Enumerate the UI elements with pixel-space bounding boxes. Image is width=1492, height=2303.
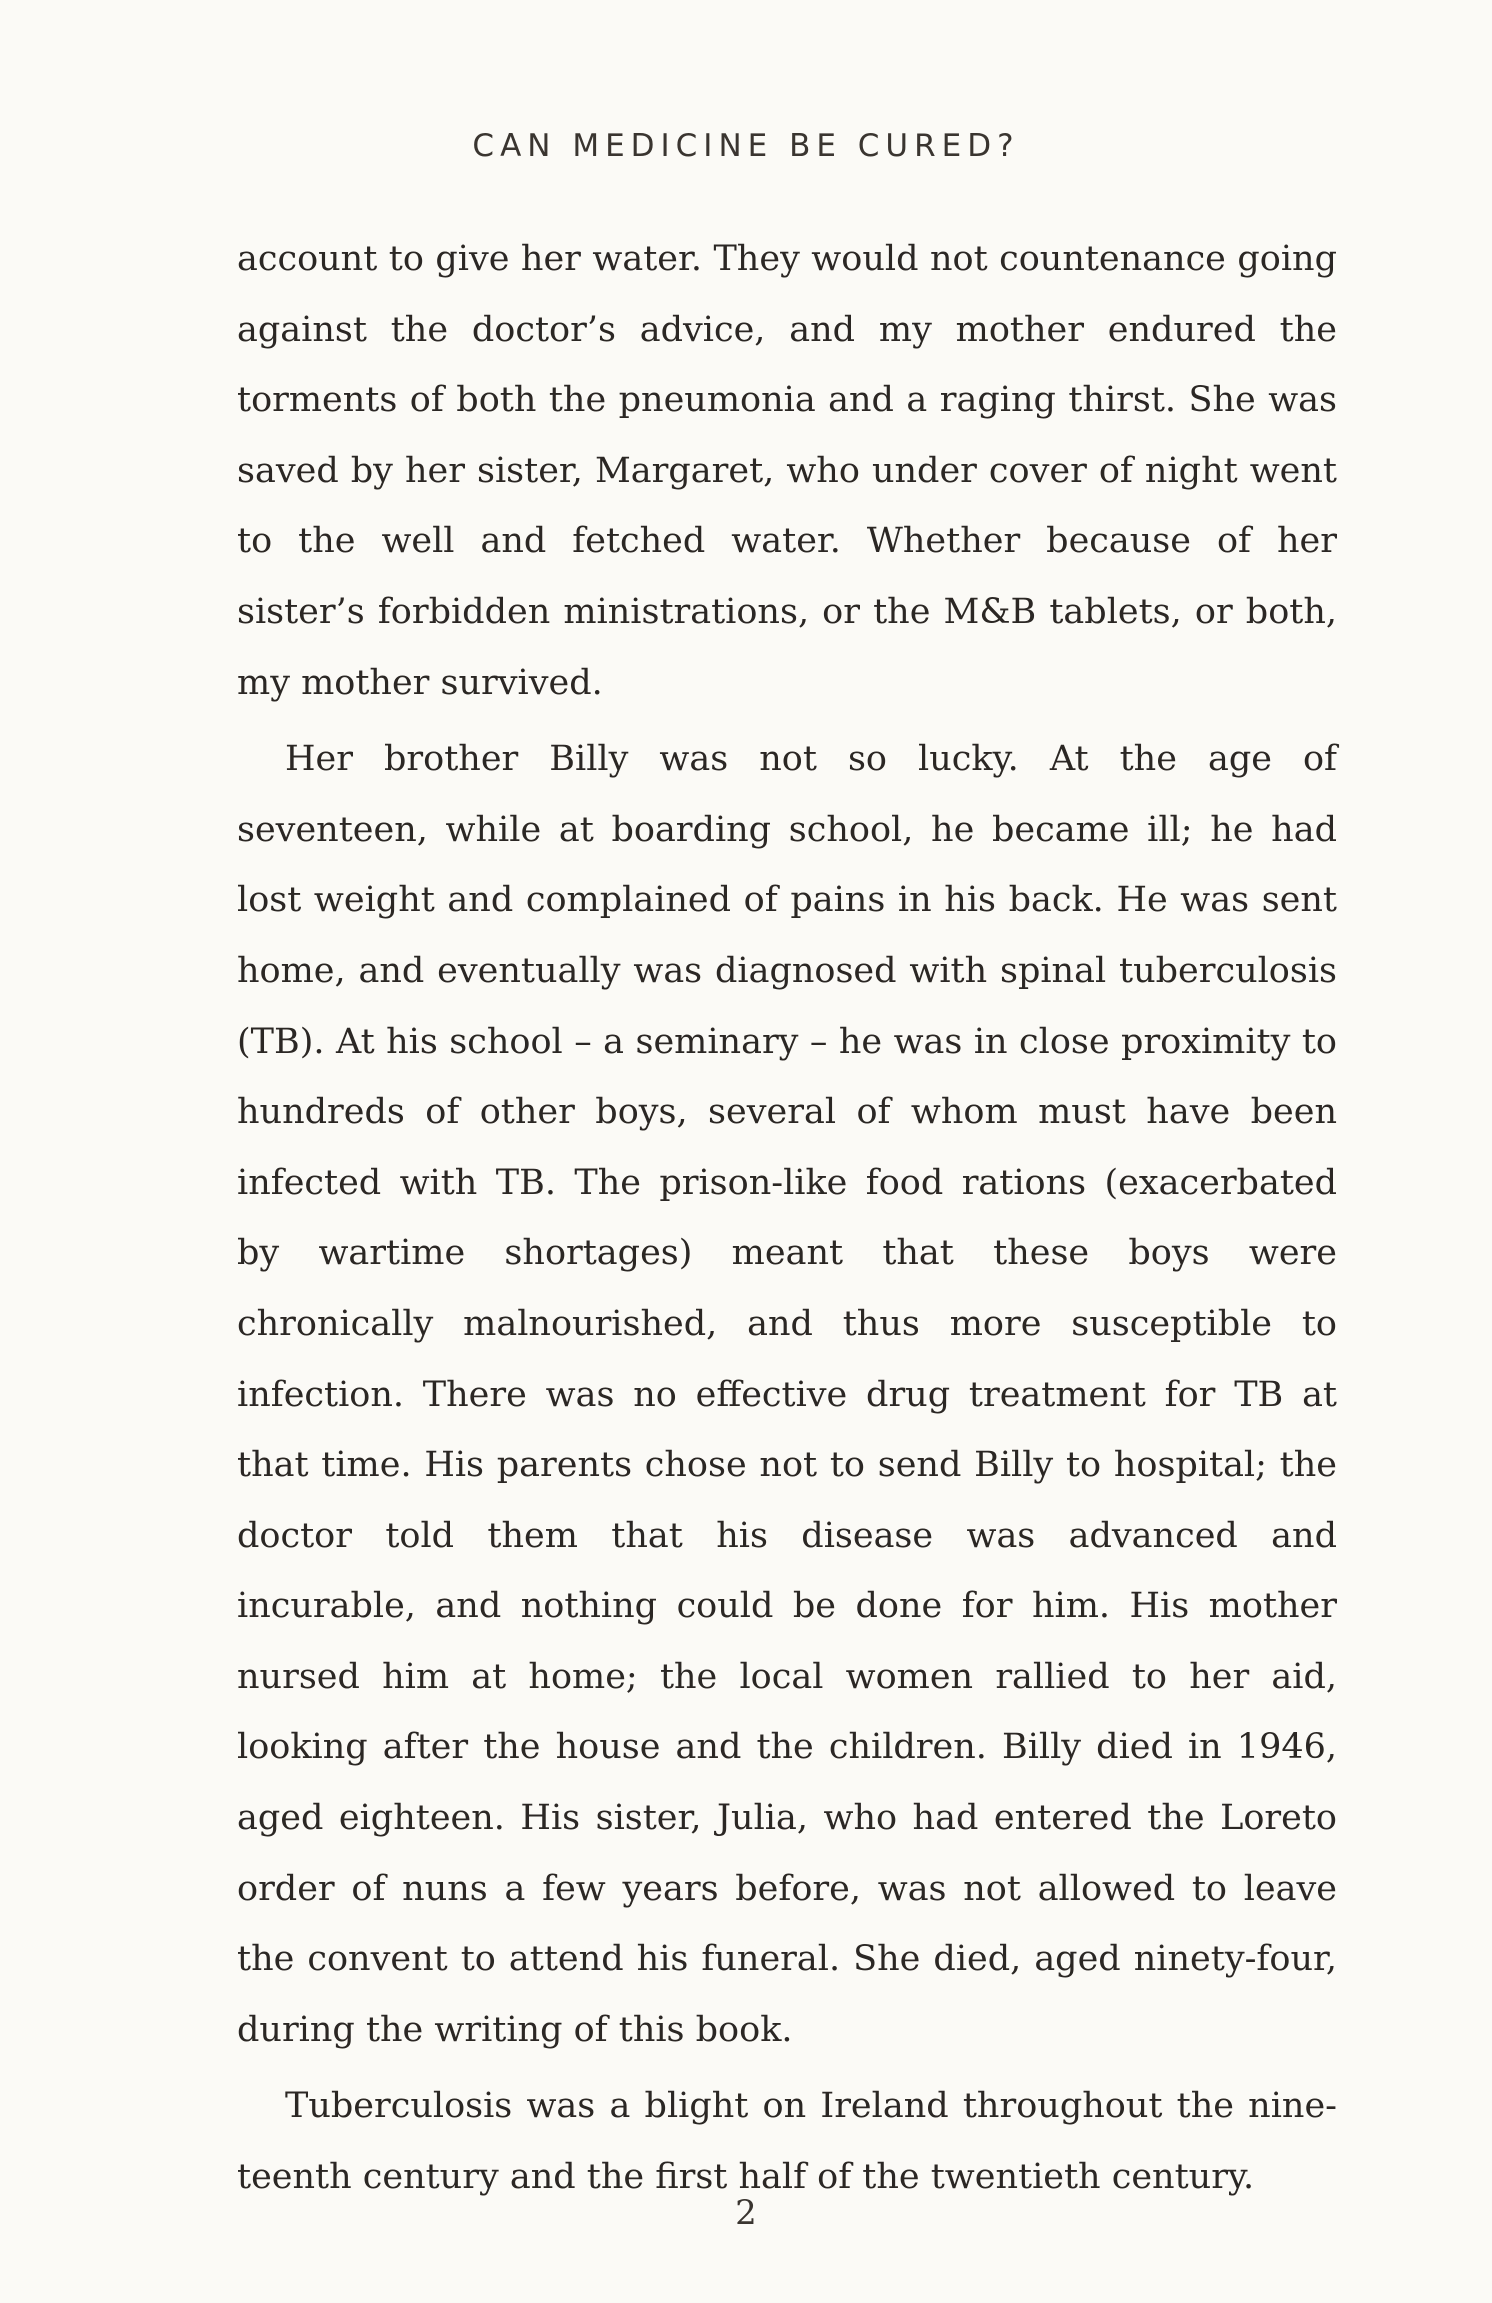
paragraph: Her brother Billy was not so lucky. At the age of seventeen, while at boarding school, he became ill; he had lost weight and complained of pains in his back. He was sent home, and eventually was diagnosed with spinal tuberculosis (TB). At his school – a seminary – he was in close proximity to hundreds of other boys, several of whom must have been infected with TB. The prison-like food rations (exacerbated by wartime shortages) meant that these boys were chronically malnourished, and thus more susceptible to infection. There was no effective drug treatment for TB at that time. His parents chose not to send Billy to hospital; the doctor told them that his disease was advanced and incurable, and nothing could be done for him. His mother nursed him at home; the local women rallied to her aid, looking after the house and the children. Billy died in 1946, aged eighteen. His sister, Julia, who had entered the Loreto order of nuns a few years before, was not allowed to leave the convent to attend his funeral. She died, aged ninety-four, during the writing of this book. (237, 739, 1337, 2050)
paragraph: Tuberculosis was a blight on Ireland throughout the nineteenth century and the first half of the twentieth century. (237, 2086, 1337, 2198)
running-head-title: CAN MEDICINE BE CURED? (472, 128, 1020, 164)
paragraph-continued: account to give her water. They would not countenance going against the doctor’s advice, and my mother endured the torments of both the pneumonia and a raging thirst. She was saved by her sister, Margaret, who under cover of night went to the well and fetched water. Whether because of her sister’s forbidden ministrations, or the M&B tablets, or both, my mother survived. (237, 239, 1337, 703)
body-text (237, 224, 1337, 2213)
page-number: 2 (735, 2193, 757, 2233)
